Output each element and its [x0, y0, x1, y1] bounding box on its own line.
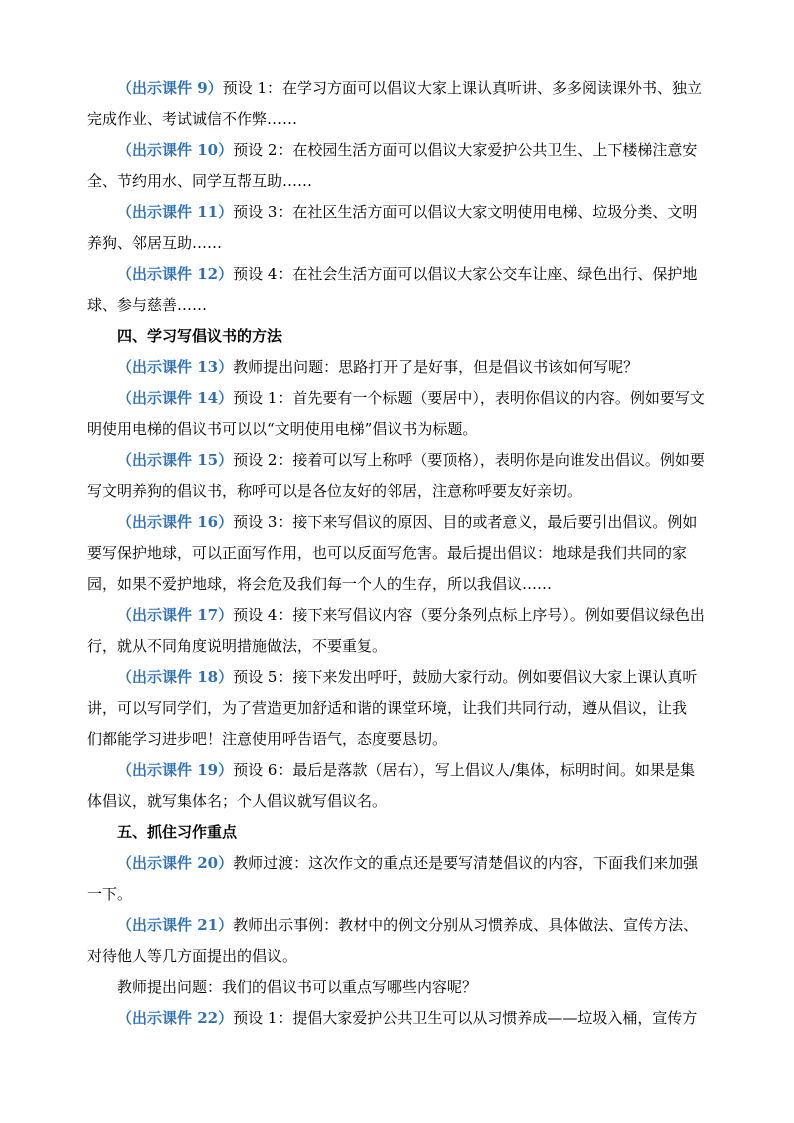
slide-reference-tag: （出示课件 18） [117, 668, 234, 686]
paragraph-text: 教师提出问题：思路打开了是好事，但是倡议书该如何写呢？ [233, 358, 639, 376]
paragraph-line [87, 481, 582, 501]
paragraph-line [117, 78, 702, 98]
slide-reference-tag: （出示课件 17） [117, 606, 234, 624]
paragraph-text: 预设 4：在社会生活方面可以倡议大家公交车让座、绿色出行、保护地 [233, 265, 698, 283]
paragraph-text: 行，就从不同角度说明措施做法，不要重复。 [87, 637, 388, 655]
paragraph-line [87, 729, 447, 749]
paragraph-line [87, 171, 312, 191]
paragraph-text: 明使用电梯的倡议书可以以“文明使用电梯”倡议书为标题。 [87, 420, 478, 438]
paragraph-line [87, 109, 297, 129]
paragraph-line [117, 915, 698, 935]
paragraph-line [117, 1008, 697, 1028]
slide-reference-tag: （出示课件 11） [117, 203, 234, 221]
paragraph-line [117, 512, 697, 532]
paragraph-line [117, 264, 697, 284]
paragraph-text: 球、参与慈善…… [87, 296, 208, 314]
paragraph-line [117, 605, 705, 625]
paragraph-text: 全、节约用水、同学互帮互助…… [87, 172, 313, 190]
paragraph-line [117, 667, 697, 687]
paragraph-line [117, 450, 705, 470]
paragraph-text: 预设 4：接下来写倡议内容（要分条列点标上序号）。例如要倡议绿色出 [233, 606, 705, 624]
section-heading: 五、抓住习作重点 [117, 823, 238, 841]
paragraph-text: 对待他人等几方面提出的倡议。 [87, 947, 298, 965]
paragraph-line [87, 884, 132, 904]
paragraph-text: 预设 2：接着可以写上称呼（要顶格），表明你是向谁发出倡议。例如要 [233, 451, 705, 469]
slide-reference-tag: （出示课件 12） [117, 265, 234, 283]
paragraph-text: 体倡议，就写集体名；个人倡议就写倡议名。 [87, 792, 388, 810]
paragraph-line [87, 698, 687, 718]
paragraph-text: 完成作业、考试诚信不作弊…… [87, 110, 298, 128]
slide-reference-tag: （出示课件 14） [117, 389, 234, 407]
paragraph-line [117, 388, 705, 408]
paragraph-text: 要写保护地球，可以正面写作用，也可以反面写危害。最后提出倡议：地球是我们共同的家 [87, 544, 688, 562]
paragraph-line [117, 357, 638, 377]
slide-reference-tag: （出示课件 22） [117, 1009, 234, 1027]
paragraph-text: 预设 1：首先要有一个标题（要居中），表明你倡议的内容。例如要写文 [233, 389, 705, 407]
slide-reference-tag: （出示课件 15） [117, 451, 234, 469]
paragraph-line [87, 295, 207, 315]
slide-reference-tag: （出示课件 21） [117, 916, 234, 934]
paragraph-line: 教师提出问题：我们的倡议书可以重点写哪些内容呢？ [117, 978, 478, 996]
paragraph-line [117, 760, 695, 780]
paragraph-line [117, 202, 697, 222]
paragraph-line [87, 233, 222, 253]
paragraph-text: 预设 2：在校园生活方面可以倡议大家爱护公共卫生、上下楼梯注意安 [233, 141, 698, 159]
paragraph-text: 养狗、邻居互助…… [87, 234, 223, 252]
paragraph-text: 一下。 [87, 885, 133, 903]
paragraph-line [117, 853, 698, 873]
slide-reference-tag: （出示课件 9） [117, 79, 223, 97]
paragraph-text: 们都能学习进步吧！注意使用呼告语气，态度要恳切。 [87, 730, 448, 748]
paragraph-line [87, 543, 687, 563]
slide-reference-tag: （出示课件 20） [117, 854, 234, 872]
paragraph-text: 教师出示事例：教材中的例文分别从习惯养成、具体做法、宣传方法、 [233, 916, 699, 934]
paragraph-text: 预设 3：接下来写倡议的原因、目的或者意义，最后要引出倡议。例如 [233, 513, 698, 531]
paragraph-line [87, 419, 477, 439]
slide-reference-tag: （出示课件 10） [117, 141, 234, 159]
slide-reference-tag: （出示课件 16） [117, 513, 234, 531]
paragraph-text: 写文明养狗的倡议书，称呼可以是各位友好的邻居，注意称呼要友好亲切。 [87, 482, 583, 500]
paragraph-text: 预设 5：接下来发出呼吁，鼓励大家行动。例如要倡议大家上课认真听 [233, 668, 698, 686]
paragraph-text: 预设 1：在学习方面可以倡议大家上课认真听讲、多多阅读课外书、独立 [222, 79, 702, 97]
paragraph-text: 教师过渡：这次作文的重点还是要写清楚倡议的内容，下面我们来加强 [233, 854, 699, 872]
paragraph-text: 预设 6：最后是落款（居右），写上倡议人/集体，标明时间。如果是集 [233, 761, 695, 779]
paragraph-line [87, 574, 552, 594]
paragraph-line [87, 636, 387, 656]
slide-reference-tag: （出示课件 13） [117, 358, 234, 376]
paragraph-line [117, 140, 697, 160]
slide-reference-tag: （出示课件 19） [117, 761, 234, 779]
paragraph-line [87, 791, 387, 811]
paragraph-text: 预设 3：在社区生活方面可以倡议大家文明使用电梯、垃圾分类、文明 [233, 203, 698, 221]
paragraph-text: 园，如果不爱护地球，将会危及我们每一个人的生存，所以我倡议…… [87, 575, 553, 593]
paragraph-text: 预设 1：提倡大家爱护公共卫生可以从习惯养成——垃圾入桶，宣传方 [233, 1009, 698, 1027]
paragraph-text: 讲，可以写同学们，为了营造更加舒适和谐的课堂环境，让我们共同行动，遵从倡议，让我 [87, 699, 688, 717]
paragraph-line [87, 946, 297, 966]
section-heading: 四、学习写倡议书的方法 [117, 327, 283, 345]
